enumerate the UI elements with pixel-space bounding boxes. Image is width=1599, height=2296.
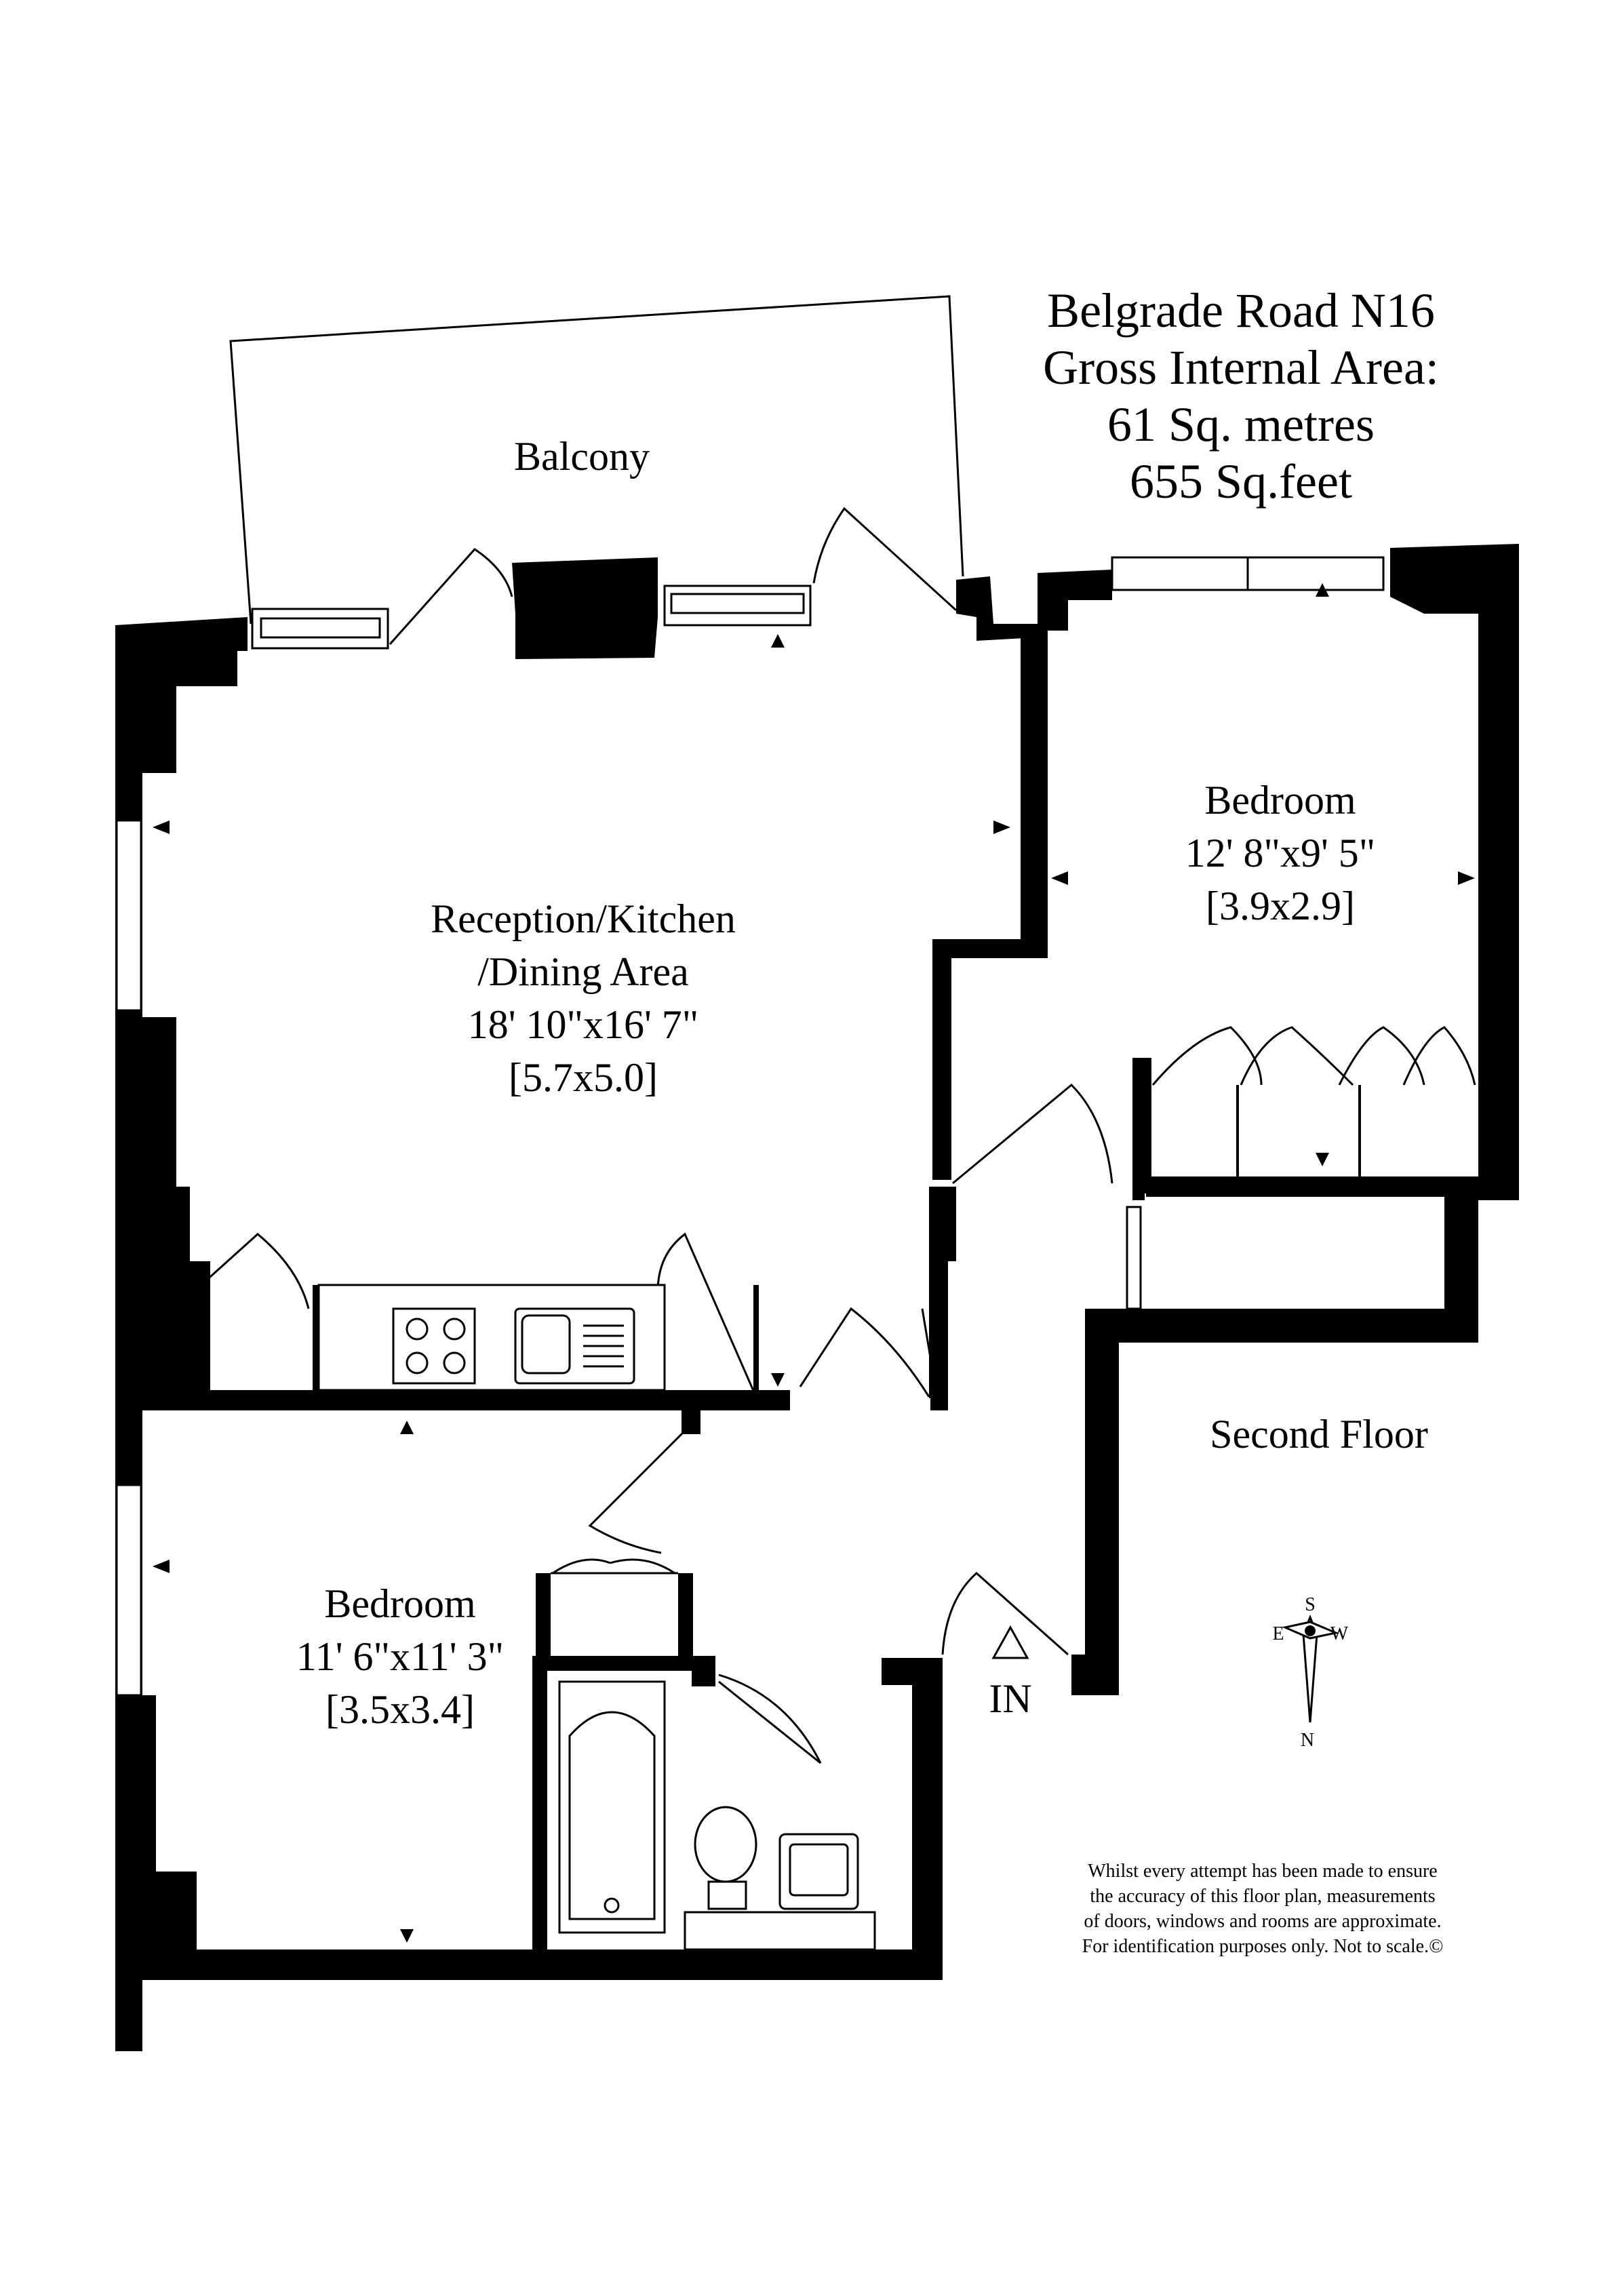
compass-w: W [1330,1623,1349,1644]
disclaimer-line: the accuracy of this floor plan, measurements [1090,1886,1436,1907]
compass-icon [1272,1594,1348,1751]
toilet-cistern [709,1882,746,1909]
door-swing [953,1085,1112,1183]
wall-segment [1390,544,1519,1200]
bedroom2-dimensions-imperial: 11' 6"x11' 3" [296,1634,505,1679]
wall-segment [682,1407,700,1434]
wall-segment [1071,1655,1119,1695]
wardrobe-door [1241,1027,1353,1085]
floor-label: Second Floor [1210,1412,1428,1457]
reception-dimensions-imperial: 18' 10"x16' 7" [467,1002,699,1047]
wall-segment [1132,1180,1145,1200]
wall-segment [142,1017,210,1404]
window [261,618,380,637]
wall-segment [1146,1176,1519,1197]
area-metric: 61 Sq. metres [1107,397,1375,452]
window [671,594,804,613]
compass-n: N [1300,1730,1315,1751]
disclaimer [1082,1861,1444,1957]
hob-icon [393,1309,475,1383]
wall-segment [1132,1058,1151,1193]
wall-segment [1021,631,1048,939]
cupboard-door [553,1560,610,1573]
bathroom [559,1682,875,1949]
bath-icon [559,1682,665,1933]
wardrobe-door [1404,1027,1475,1085]
disclaimer-line: For identification purposes only. Not to scale.© [1082,1936,1444,1957]
disclaimer-line: of doors, windows and rooms are approximate. [1084,1911,1442,1932]
balcony-label: Balcony [514,434,650,479]
wall-segment [932,939,951,1180]
wall-segment [929,1261,948,1410]
reception-dimensions-metric: [5.7x5.0] [509,1055,658,1100]
sink-basin [522,1315,570,1373]
bedroom2-dimensions-metric: [3.5x3.4] [325,1687,475,1732]
compass-s: S [1305,1594,1316,1615]
room-labels [296,778,1428,1732]
door-swing [658,1234,756,1397]
wall-segment [912,1675,943,1980]
entrance-door-swing [943,1573,1068,1655]
washbasin-bowl [790,1844,848,1895]
disclaimer-line: Whilst every attempt has been made to ensure [1088,1861,1438,1882]
wall-segment [536,1573,551,1668]
openings [190,509,1141,1763]
door-swing [800,1309,929,1397]
toilet-icon [695,1807,756,1882]
door-swing [814,509,956,610]
area-label: Gross Internal Area: [1043,340,1439,395]
wardrobe [1153,1027,1475,1180]
door-swing [390,549,512,644]
cupboard-door [610,1560,675,1573]
door-swing [719,1675,821,1763]
reception-name-line2: /Dining Area [477,949,689,994]
wall-segment [929,1187,956,1261]
wall-segment [1038,570,1112,631]
title-block [1043,283,1439,509]
bedroom1-dimensions-imperial: 12' 8"x9' 5" [1185,831,1376,875]
area-imperial: 655 Sq.feet [1130,454,1352,509]
window [117,820,141,1010]
reception-name-line1: Reception/Kitchen [431,896,736,941]
wall-segment [532,1656,547,1980]
cupboard [551,1560,678,1573]
entrance-marker [989,1627,1031,1721]
kitchen [315,1285,756,1390]
bedroom2-name: Bedroom [324,1581,476,1626]
bedroom1-dimensions-metric: [3.9x2.9] [1206,884,1355,928]
wall-segment [882,1658,943,1685]
wall-segment [115,617,248,817]
window [117,1485,141,1695]
wardrobe-door [1339,1027,1424,1085]
entrance-arrow-icon [993,1627,1027,1658]
wall-segment [692,1656,715,1686]
bedroom1-name: Bedroom [1204,778,1356,823]
entrance-label: IN [989,1676,1032,1721]
door-swing [590,1431,685,1553]
wall-segment [512,557,658,659]
property-address: Belgrade Road N16 [1047,283,1435,338]
vanity-unit [685,1912,875,1949]
wall-segment [536,1656,693,1671]
compass-e: E [1272,1623,1284,1644]
wall-segment [678,1573,693,1668]
sliding-door [1127,1207,1141,1309]
